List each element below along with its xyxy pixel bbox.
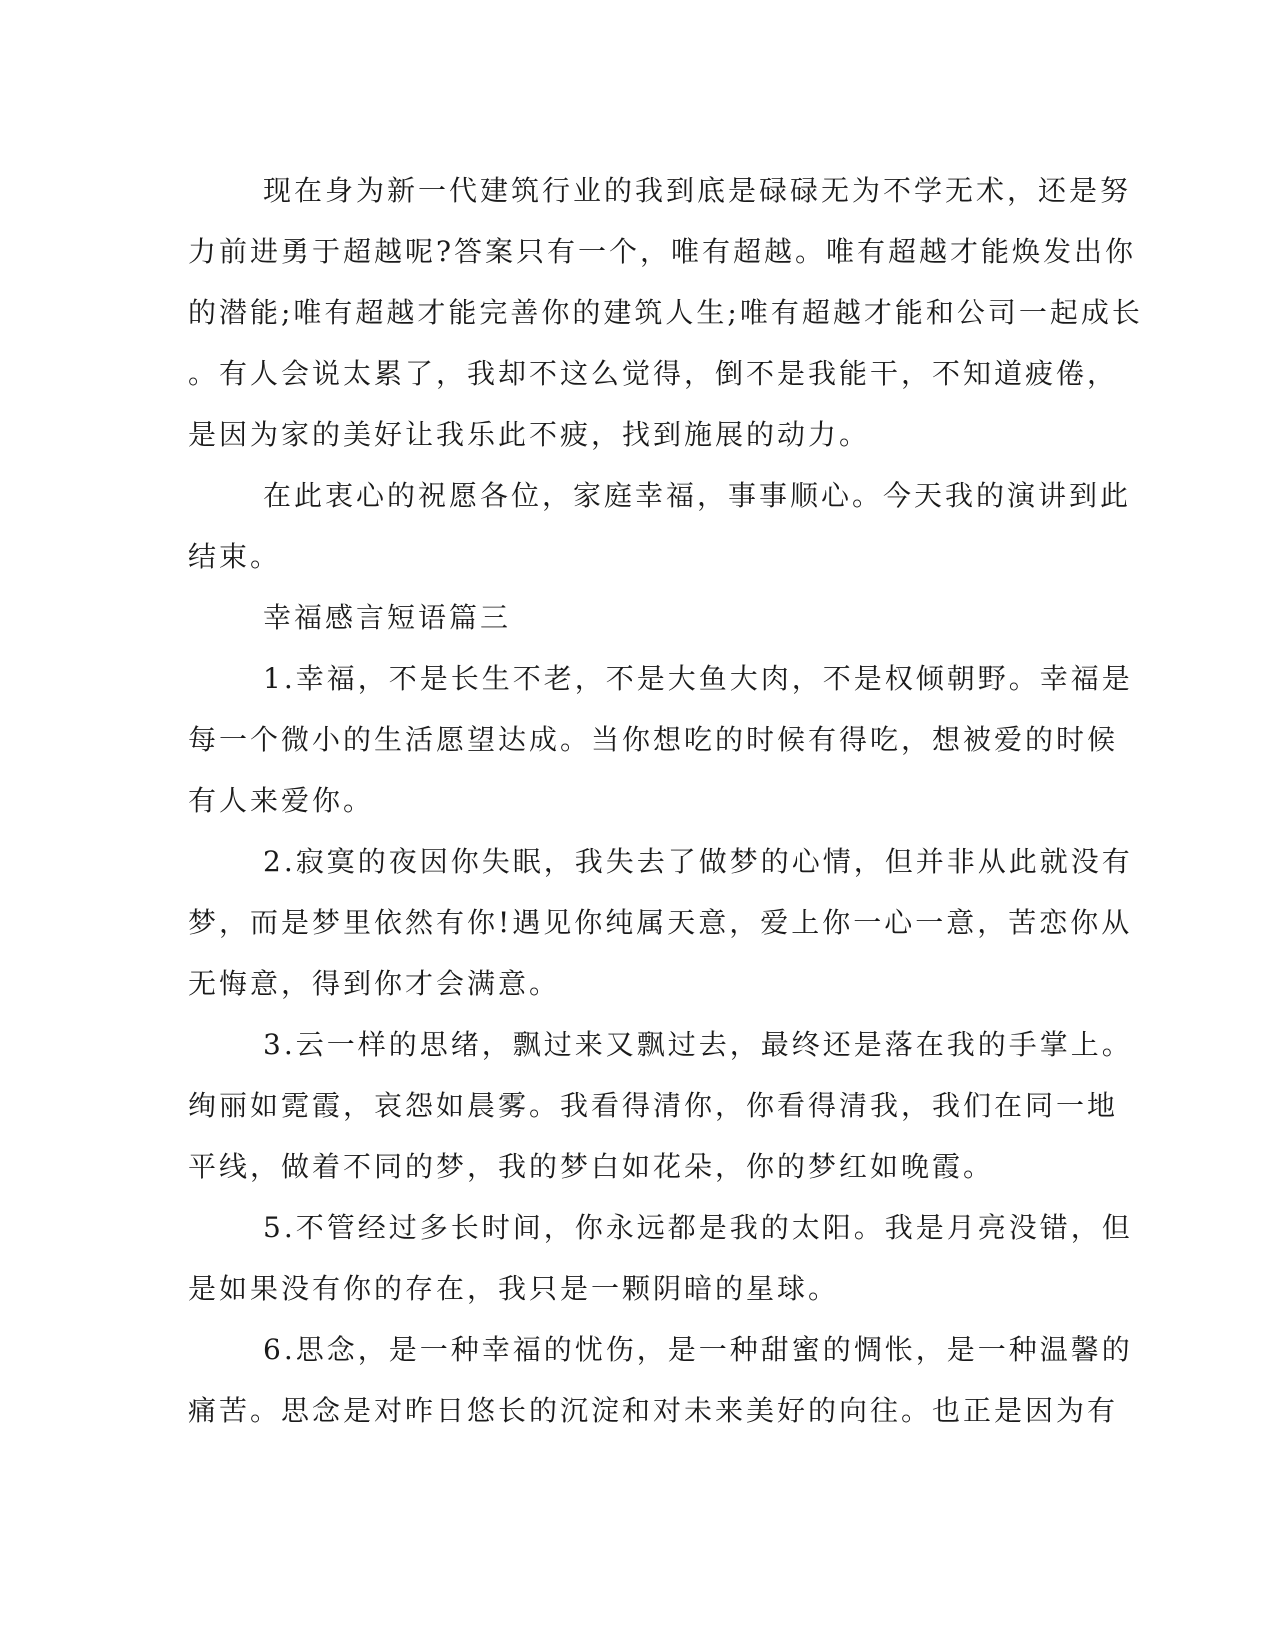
body-text <box>188 160 1143 1441</box>
text-line: 5.不管经过多长时间，你永远都是我的太阳。我是月亮没错，但 <box>263 1211 1133 1244</box>
text-line: 2.寂寞的夜因你失眠，我失去了做梦的心情，但并非从此就没有 <box>263 845 1133 878</box>
text-line: 6.思念，是一种幸福的忧伤，是一种甜蜜的惆怅，是一种温馨的 <box>263 1333 1133 1366</box>
text-line: 。有人会说太累了，我却不这么觉得，倒不是我能干，不知道疲倦， <box>188 357 1119 390</box>
text-line: 平线，做着不同的梦，我的梦白如花朵，你的梦红如晚霞。 <box>188 1150 995 1183</box>
text-line: 结束。 <box>188 540 282 573</box>
text-line: 无悔意，得到你才会满意。 <box>188 967 561 1000</box>
text-line: 现在身为新一代建筑行业的我到底是碌碌无为不学无术，还是努 <box>263 174 1132 207</box>
text-line: 痛苦。思念是对昨日悠长的沉淀和对未来美好的向往。也正是因为有 <box>188 1394 1119 1427</box>
text-line: 3.云一样的思绪，飘过来又飘过去，最终还是落在我的手掌上。 <box>263 1028 1133 1061</box>
text-line: 绚丽如霓霞，哀怨如晨雾。我看得清你，你看得清我，我们在同一地 <box>188 1089 1119 1122</box>
section-heading: 幸福感言短语篇三 <box>263 601 512 634</box>
text-line: 在此衷心的祝愿各位，家庭幸福，事事顺心。今天我的演讲到此 <box>263 479 1132 512</box>
text-line: 1.幸福，不是长生不老，不是大鱼大肉，不是权倾朝野。幸福是 <box>263 662 1133 695</box>
text-line: 是如果没有你的存在，我只是一颗阴暗的星球。 <box>188 1272 840 1305</box>
text-line: 是因为家的美好让我乐此不疲，找到施展的动力。 <box>188 418 871 451</box>
text-line: 的潜能;唯有超越才能完善你的建筑人生;唯有超越才能和公司一起成长 <box>188 296 1143 329</box>
text-line: 梦，而是梦里依然有你!遇见你纯属天意，爱上你一心一意，苦恋你从 <box>188 906 1133 939</box>
text-line: 力前进勇于超越呢?答案只有一个，唯有超越。唯有超越才能焕发出你 <box>188 235 1137 268</box>
text-line: 每一个微小的生活愿望达成。当你想吃的时候有得吃，想被爱的时候 <box>188 723 1119 756</box>
text-line: 有人来爱你。 <box>188 784 375 817</box>
